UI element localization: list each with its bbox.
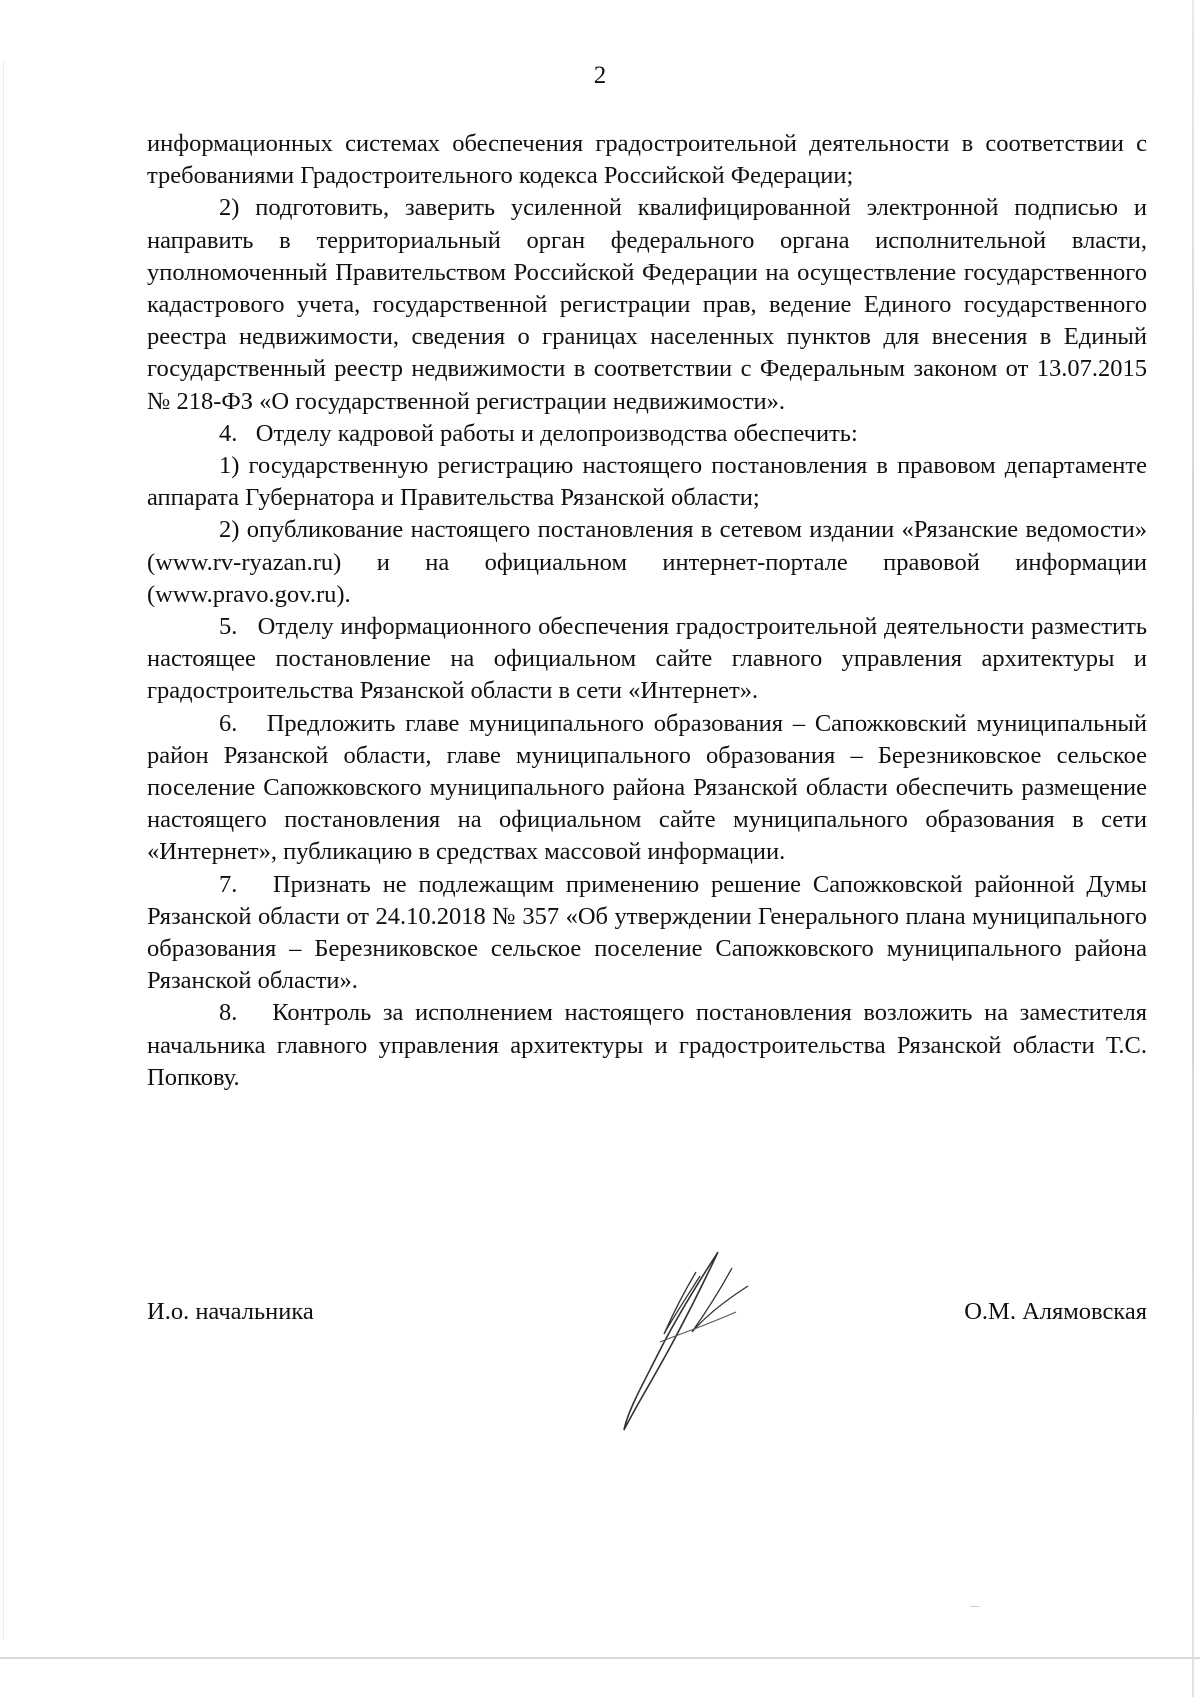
paragraph-4-2: 2) опубликование настоящего постановления в сетевом издании «Рязанские ведомости» (www.rv-ryazan.ru) и на официальном интернет-портале правовой информации (www.pravo.gov.ru). (147, 516, 1147, 608)
paragraph-4: 4. Отделу кадровой работы и делопроизводства обеспечить: (219, 419, 858, 447)
paragraph-5: 5. Отделу информационного обеспечения градостроительной деятельности разместить настоящее постановление на официальном сайте главного управления архитектуры и градостроительства Рязанской области в сети «Интернет». (147, 613, 1147, 705)
paragraph-8: 8. Контроль за исполнением настоящего постановления возложить на заместителя начальника главного управления архитектуры и градостроительства Рязанской области Т.С. Попкову. (147, 999, 1147, 1091)
signatory-title: И.о. начальника (147, 1298, 314, 1325)
paragraph-6: 6. Предложить главе муниципального образования – Сапожковский муниципальный район Рязанской области, главе муниципального образования – Березниковское сельское поселение Сапожковского муниципального района Рязанской области обеспечить размещение настоящего постановления на официальном сайте муниципального образования в сети «Интернет», публикацию в средствах массовой информации. (147, 709, 1147, 866)
paragraph-item-2-egrn: 2) подготовить, заверить усиленной квалифицированной электронной подписью и направить в территориальный орган федерального органа исполнительной власти, уполномоченный Правительством Российской Федерации на осуществление государственного кадастрового учета, государственной регистрации прав, ведение Единого государственного реестра недвижимости, сведения о границах населенных пунктов для внесения в Единый государственный реестр недвижимости в соответствии с Федеральным законом от 13.07.2015 № 218-ФЗ «О государственной регистрации недвижимости». (147, 194, 1147, 415)
paragraph-4-1: 1) государственную регистрацию настоящего постановления в правовом департаменте аппарата Губернатора и Правительства Рязанской области; (147, 452, 1147, 512)
paragraph-7: 7. Признать не подлежащим применению решение Сапожковской районной Думы Рязанской области от 24.10.2018 № 357 «Об утверждении Генерального плана муниципального образования – Березниковское сельское поселение Сапожковского муниципального района Рязанской области». (147, 870, 1147, 995)
handwritten-signature (600, 1246, 760, 1436)
page-number: 2 (593, 62, 607, 89)
document-body (147, 128, 1147, 1094)
scan-edge-bottom (0, 1657, 1200, 1659)
signatory-name: О.М. Алямовская (964, 1298, 1147, 1325)
scan-edge-left (3, 60, 4, 1640)
signature-block (147, 1298, 1147, 1498)
paragraph-continuation: информационных системах обеспечения градостроительной деятельности в соответствии с требованиями Градостроительного кодекса Российской Федерации; (147, 130, 1147, 190)
scan-edge-right (1192, 0, 1194, 1697)
scan-speck (970, 1606, 980, 1607)
